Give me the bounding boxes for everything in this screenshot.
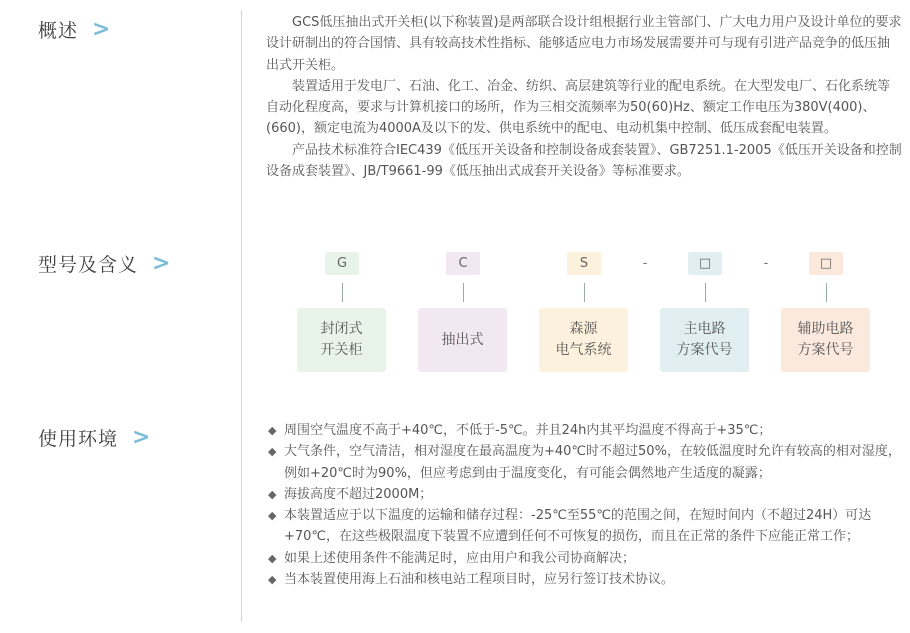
connector-line bbox=[584, 283, 585, 302]
connector-line bbox=[342, 283, 343, 302]
meaning-label: 封闭式 开关柜 bbox=[320, 321, 363, 358]
meaning-aux-circuit-code bbox=[781, 308, 870, 372]
list-item bbox=[268, 505, 904, 548]
diamond-bullet-icon: ◆ bbox=[268, 509, 277, 523]
model-code-c: C bbox=[446, 252, 480, 275]
environment-list bbox=[268, 420, 904, 590]
overview-paragraph: 装置适用于发电厂、石油、化工、冶金、纺织、高层建筑等行业的配电系统。在大型发电厂、石化系统等自动化程度高，要求与计算机接口的场所，作为三相交流频率为50(60)Hz、额定工作电压为380V(400)、(660)，额定电流为4000A及以下的发、供电系统中的配电、电动机集中控制、低压成套配电装置。 bbox=[266, 78, 891, 137]
meaning-label: 抽出式 bbox=[441, 331, 484, 348]
overview-paragraph: GCS低压抽出式开关柜(以下称装置)是两部联合设计组根据行业主管部门、广大电力用户及设计单位的要求设计研制出的符合国情、具有较高技术性指标、能够适应电力市场发展需要并可与现有引进产品竞争的低压抽出式开关柜。 bbox=[266, 15, 902, 73]
meaning-draw-out bbox=[418, 308, 507, 372]
meaning-enclosed-switchgear bbox=[297, 308, 386, 372]
meaning-label: 森源 电气系统 bbox=[555, 321, 612, 358]
connector-line bbox=[463, 283, 464, 302]
model-heading bbox=[38, 250, 171, 277]
list-item bbox=[268, 441, 904, 484]
list-item-text: 周围空气温度不高于+40℃，不低于-5℃。并且24h内其平均温度不得高于+35℃； bbox=[284, 423, 772, 438]
diamond-bullet-icon: ◆ bbox=[268, 424, 277, 437]
list-item-text: 大气条件，空气清洁，相对湿度在最高温度为+40℃时不超过50%，在较低温度时允许有较高的相对湿度，例如+20℃时为90%，但应考虑到由于温度变化，有可能会偶然地产生适度的凝露； bbox=[284, 444, 901, 481]
model-dash: - bbox=[642, 256, 648, 271]
list-item-text: 当本装置使用海上石油和核电站工程项目时，应另行签订技术协议。 bbox=[284, 572, 675, 588]
list-item-text: 本装置适应于以下温度的运输和储存过程：-25℃至55℃的范围之间，在短时间内（不超过24H）可达+70℃，在这些极限温度下装置不应遭到任何不可恢复的损伤，而且在正常的条件下应能正常工作； bbox=[284, 508, 872, 545]
environment-title: 使用环境 bbox=[38, 428, 119, 450]
list-item-text: 海拔高度不超过2000M； bbox=[284, 486, 433, 502]
chevron-right-icon: > bbox=[152, 251, 172, 276]
diamond-bullet-icon: ◆ bbox=[268, 445, 277, 459]
list-item bbox=[268, 484, 904, 505]
meaning-label: 主电路 方案代号 bbox=[676, 321, 733, 358]
section-divider-line bbox=[241, 10, 242, 622]
model-title: 型号及含义 bbox=[38, 254, 139, 276]
overview-paragraph: 产品技术标准符合IEC439《低压开关设备和控制设备成套装置》、GB7251.1-2005《低压开关设备和控制设备成套装置》、JB/T9661-99《低压抽出式成套开关设备》等标准要求。 bbox=[266, 142, 902, 180]
diamond-bullet-icon: ◆ bbox=[268, 551, 277, 565]
chevron-right-icon: > bbox=[132, 425, 152, 450]
list-item bbox=[268, 548, 904, 569]
list-item bbox=[268, 569, 904, 590]
environment-heading bbox=[38, 424, 151, 451]
diamond-bullet-icon: ◆ bbox=[268, 573, 277, 587]
overview-title: 概述 bbox=[38, 20, 79, 42]
model-code-g: G bbox=[325, 252, 359, 275]
model-dash: - bbox=[763, 256, 769, 271]
meaning-senyuan-system bbox=[539, 308, 628, 372]
list-item bbox=[268, 420, 904, 441]
list-item-text: 如果上述使用条件不能满足时，应由用户和我公司协商解决； bbox=[284, 550, 636, 566]
diamond-bullet-icon: ◆ bbox=[268, 487, 277, 501]
chevron-right-icon: > bbox=[92, 17, 112, 42]
meaning-label: 辅助电路 方案代号 bbox=[797, 321, 854, 358]
model-code-main-circuit: □ bbox=[688, 252, 722, 275]
model-code-aux-circuit: □ bbox=[809, 252, 843, 275]
overview-heading bbox=[38, 16, 111, 43]
meaning-main-circuit-code bbox=[660, 308, 749, 372]
overview-text bbox=[266, 12, 902, 182]
model-code-s: S bbox=[567, 252, 601, 275]
connector-line bbox=[705, 283, 706, 302]
connector-line bbox=[826, 283, 827, 302]
